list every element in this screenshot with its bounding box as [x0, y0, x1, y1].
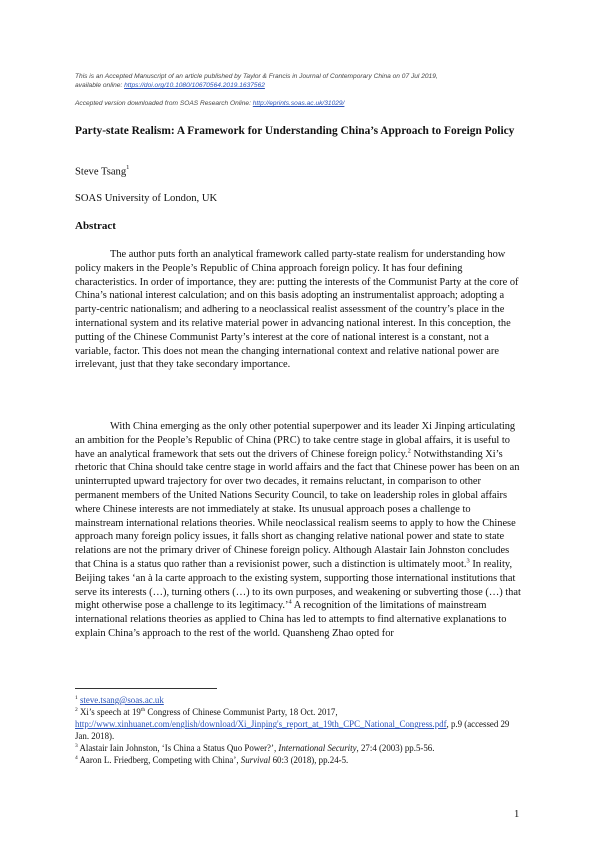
footnote-text: , 27:4 (2003) pp.5-56. [356, 743, 435, 754]
body-text: A recognition of the limitations of mainstream international relations theories as applied to China has led to attempts to find alternative explanations to explain China’s approach to the rest of the world. Quansheng Zhao opted for [75, 600, 507, 639]
doi-link[interactable]: https://doi.org/10.1080/10670564.2019.1637562 [124, 82, 265, 89]
journal-name: Survival [240, 755, 271, 766]
footnote-text: Alastair Iain Johnston, ‘Is China a Status Quo Power?’, [77, 743, 279, 754]
doi-label: available online: [75, 82, 125, 89]
footnote-mark: 3 [75, 743, 78, 750]
publication-notice [75, 72, 535, 90]
speech-report-link[interactable]: http://www.xinhuanet.com/english/download/Xi_Jinping's_report_at_19th_CPC_National_Congress.pdf [75, 719, 447, 730]
body-text: In reality, Beijing takes ‘an à la carte approach to the existing system, supporting those international institutions that serve its interests (…), turning others (…) to its own purposes, and weakening or subverting those (…) that might otherwise pose a challenge to its legitimacy.’ [75, 558, 521, 612]
body-text: Notwithstanding Xi’s rhetoric that China should take centre stage in world affairs and the fact that Chinese power has been on an uninterrupted upward trajectory for over two decades, it remains reluctant, in comparison to other permanent members of the United Nations Security Council, to take on leadership roles in global affairs where Chinese interests are not immediately at stake. Its unusual approach poses a challenge to mainstream international relations theories. While neoclassical realism seems to apply to how the Chinese approach many foreign policy issues, it falls short as changing relative national power and state to state relations are not the primary driver of Chinese foreign policy. Although Alastair Iain Johnston concludes that China is a status quo rather than a revisionist power, such a distinction is ultimately moot. [75, 448, 520, 570]
author-name [75, 165, 129, 178]
footnote-3 [75, 742, 525, 754]
footnote-ref-2: 2 [407, 447, 411, 455]
footnote-1 [75, 694, 525, 706]
journal-name: International Security [278, 743, 357, 754]
author-affiliation: SOAS University of London, UK [75, 193, 218, 204]
article-title: Party-state Realism: A Framework for Understanding China’s Approach to Foreign Policy [75, 125, 515, 137]
footnote-4 [75, 754, 525, 766]
ordinal-suffix: th [140, 707, 146, 714]
author-footnote-mark: 1 [126, 164, 130, 171]
footnote-text: , p.9 (accessed 29 Jan. 2018). [75, 719, 510, 742]
footnote-2 [75, 706, 525, 742]
abstract-paragraph: The author puts forth an analytical framework called party-state realism for understanding how policy makers in the People’s Republic of China approach foreign policy. It has four defining characteristics. In order of importance, they are: putting the interests of the Communist Party at the core of China’s national interest calculation; and on this basis adopting an instrumentalist approach; adopting a party-centric nationalism; and adhering to a neoclassical realist assessment of the country’s place in the international system and its relative material power in advancing national interest. In this conception, the putting of the Chinese Communist Party’s interest at the core of national interest is a constant, not a variable, factor. This does not mean the changing international context and relative national power are irrelevant, just that they take secondary importance. [75, 249, 519, 371]
footnotes [75, 694, 525, 767]
repository-link[interactable]: http://eprints.soas.ac.uk/31029/ [252, 100, 345, 107]
author-email-link[interactable]: steve.tsang@soas.ac.uk [79, 695, 164, 705]
repository-notice [75, 99, 535, 108]
doi-line [75, 81, 535, 90]
author-name-text: Steve Tsang [75, 166, 127, 178]
footnote-mark: 4 [75, 755, 78, 762]
publication-notice-line: This is an Accepted Manuscript of an article published by Taylor & Francis in Journal of Contemporary China on 07 Jul 2019, [75, 73, 438, 80]
footnote-mark: 1 [75, 695, 78, 702]
footnote-divider [75, 688, 217, 689]
footnote-text: 60:3 (2018), pp.24-5. [270, 755, 349, 766]
footnote-ref-3: 3 [466, 557, 470, 565]
body-paragraph [75, 420, 521, 641]
footnote-text: Xi’s speech at 19 [77, 707, 141, 718]
footnote-text: Congress of Chinese Communist Party, 18 Oct. 2017, [145, 707, 338, 718]
abstract-heading: Abstract [75, 220, 116, 232]
footnote-mark: 2 [75, 707, 78, 714]
body-text: With China emerging as the only other potential superpower and its leader Xi Jinping articulating an ambition for the People’s Republic of China (PRC) to take centre stage in global affairs, it is useful to have an analytical framework that sets out the drivers of Chinese foreign policy. [75, 421, 516, 460]
page-number: 1 [514, 809, 520, 820]
footnote-text: Aaron L. Friedberg, Competing with China’, [77, 755, 241, 766]
repository-label: Accepted version downloaded from SOAS Research Online: [75, 100, 253, 107]
footnote-ref-4: 4 [288, 598, 292, 606]
